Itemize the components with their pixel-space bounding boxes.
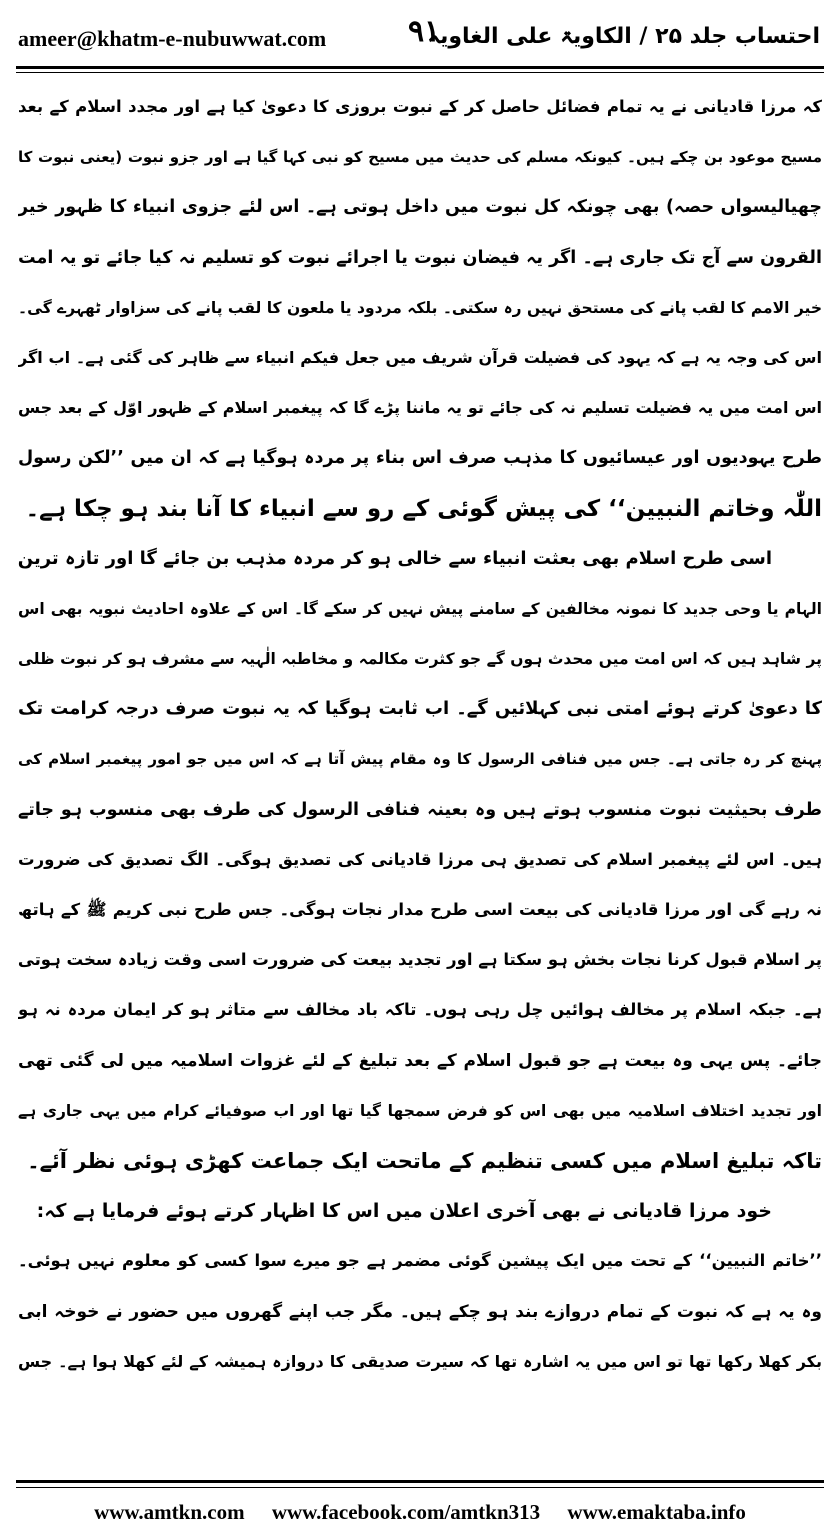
text-line: ہے۔ جبکہ اسلام پر مخالف ہوائیں چل رہی ہوں۔ تاکہ باد مخالف سے متاثر ہو کر ایمان مردہ نہ ہو bbox=[18, 1000, 822, 1020]
text-line: پہنچ کر رہ جاتی ہے۔ جس میں فنافی الرسول کا وہ مقام پیش آتا ہے کہ اس میں جو امور پیغمبر اسلام کی bbox=[18, 750, 822, 769]
footer-rule bbox=[16, 1480, 824, 1483]
footer-link-facebook[interactable]: www.facebook.com/amtkn313 bbox=[271, 1500, 541, 1524]
footer-link-amtkn[interactable]: www.amtkn.com bbox=[94, 1500, 245, 1524]
header-email: ameer@khatm-e-nubuwwat.com bbox=[18, 26, 327, 51]
page-number: ۹۱ bbox=[408, 14, 441, 49]
text-line: اللّٰہ وخاتم النبیین‘‘ کی پیش گوئی کے رو سے انبیاء کا آنا بند ہو چکا ہے۔ bbox=[25, 495, 822, 522]
text-line: کہ مرزا قادیانی نے یہ تمام فضائل حاصل کر کے نبوت بروزی کا دعویٰ کیا ہے اور مجدد اسلام کے بعد bbox=[18, 97, 822, 116]
text-line: وہ یہ ہے کہ نبوت کے تمام دروازے بند ہو چکے ہیں۔ مگر جب اپنے گھروں میں حضور نے خوخہ ابی bbox=[18, 1301, 822, 1322]
text-line: الہام یا وحی جدید کا نمونہ مخالفین کے سامنے پیش نہیں کر سکے گا۔ اس کے علاوہ احادیث نبویہ بھی اس bbox=[18, 599, 822, 618]
text-line: پر شاہد ہیں کہ اس امت میں محدث ہوں گے جو کثرت مکالمہ و مخاطبہ الٰہیہ سے مشرف ہو کر نبوت ظلی bbox=[18, 650, 822, 669]
footer-link-emaktaba[interactable]: www.emaktaba.info bbox=[567, 1500, 746, 1524]
text-line: تاکہ تبلیغ اسلام میں کسی تنظیم کے ماتحت ایک جماعت کھڑی ہوئی نظر آئے۔ bbox=[27, 1148, 822, 1173]
text-line: ’’خاتم النبیین‘‘ کے تحت میں ایک پیشین گوئی مضمر ہے جو میرے سوا کسی کو معلوم نہیں ہوئی۔ bbox=[18, 1251, 822, 1271]
text-line: خیر الامم کا لقب پانے کی مستحق نہیں رہ سکتی۔ بلکہ مردود یا ملعون کا لقب پانے کی سزاوار ٹھہرے گی۔ bbox=[18, 298, 822, 317]
text-line: اسی طرح اسلام بھی بعثت انبیاء سے خالی ہو کر مردہ مذہب بن جائے گا اور تازہ ترین bbox=[18, 547, 772, 569]
page-footer bbox=[0, 1480, 840, 1540]
page-header bbox=[0, 0, 840, 80]
text-line: القرون سے آج تک جاری ہے۔ اگر یہ فیضان نبوت یا اجرائے نبوت کو تسلیم نہ کیا جائے تو یہ امت bbox=[18, 247, 822, 268]
footer-links bbox=[0, 1500, 840, 1525]
text-line: پر اسلام قبول کرنا نجات بخش ہو سکتا ہے اور تجدید بیعت کی ضرورت اسی وقت زیادہ سخت ہوتی bbox=[18, 950, 822, 970]
text-line: نہ رہے گی اور مرزا قادیانی کی بیعت اسی طرح مدار نجات ہوگی۔ جس طرح نبی کریم ﷺ کے ہاتھ bbox=[18, 900, 822, 919]
text-line: خود مرزا قادیانی نے بھی آخری اعلان میں اس کا اظہار کرتے ہوئے فرمایا ہے کہ: bbox=[36, 1200, 772, 1223]
text-line: ہیں۔ اس لئے پیغمبر اسلام کی تصدیق ہی مرزا قادیانی کی تصدیق ہوگی۔ الگ تصدیق کی ضرورت bbox=[18, 849, 822, 869]
text-line: اور تجدید اختلاف اسلامیہ میں بھی اس کو فرض سمجھا گیا تھا اور اب صوفیائے کرام میں یہی جاری ہے bbox=[18, 1101, 822, 1120]
text-line: اس کی وجہ یہ ہے کہ یہود کی فضیلت قرآن شریف میں جعل فیکم انبیاء سے ظاہر کی گئی ہے۔ اب اگر bbox=[18, 347, 822, 367]
text-line: طرح یہودیوں اور عیسائیوں کا مذہب صرف اس بناء پر مردہ ہوگیا ہے کہ ان میں ’’لکن رسول bbox=[18, 448, 822, 469]
text-line: بکر کھلا رکھا تھا تو اس میں یہ اشارہ تھا کہ سیرت صدیقی کا دروازہ ہمیشہ کے لئے کھلا ہوا ہے۔ جس bbox=[18, 1351, 822, 1371]
header-rule bbox=[16, 66, 824, 69]
text-line: طرف بحیثیت نبوت منسوب ہوتے ہیں وہ بعینہ فنافی الرسول کی طرف بھی منسوب ہو جاتے bbox=[18, 799, 822, 820]
text-line: چھیالیسواں حصہ) بھی چونکہ کل نبوت میں داخل ہوتی ہے۔ اس لئے جزوی انبیاء کا ظہور خیر bbox=[18, 197, 822, 218]
text-line: جائے۔ پس یہی وہ بیعت ہے جو قبول اسلام کے بعد تبلیغ کے لئے غزوات اسلامیہ میں لی گئی تھی bbox=[18, 1050, 822, 1071]
text-line: اس امت میں یہ فضیلت تسلیم نہ کی جائے تو یہ ماننا پڑے گا کہ پیغمبر اسلام کے ظہور اوّل کے بعد جس bbox=[18, 398, 822, 418]
footer-rule-thin bbox=[16, 1487, 824, 1488]
header-rule-thin bbox=[16, 72, 824, 73]
book-title: احتساب جلد ۲۵ / الکاویۃ علی الغاویہ bbox=[427, 24, 820, 49]
text-line: کا دعویٰ کرتے ہوئے امتی نبی کہلائیں گے۔ اب ثابت ہوگیا کہ یہ نبوت صرف درجہ کرامت تک bbox=[18, 698, 822, 720]
page-body bbox=[18, 82, 822, 1387]
text-line: مسیح موعود بن چکے ہیں۔ کیونکہ مسلم کی حدیث میں مسیح کو نبی کہا گیا ہے اور جزو نبوت (یعنی نبوت کا bbox=[18, 148, 822, 167]
